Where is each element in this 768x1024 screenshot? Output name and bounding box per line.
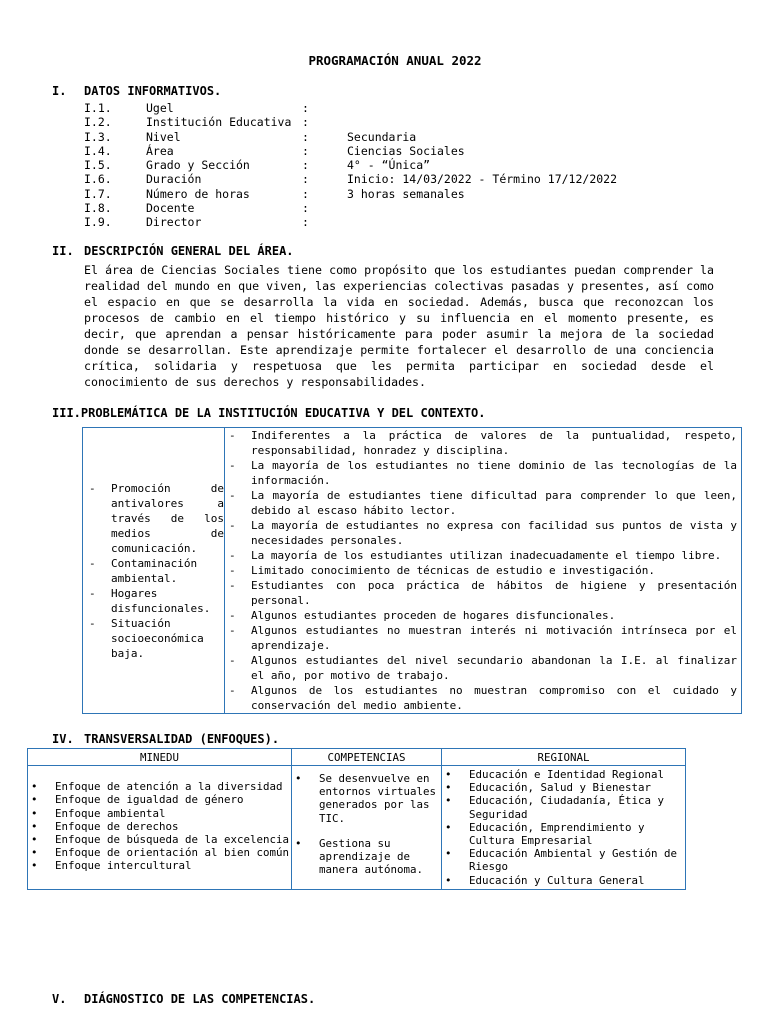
column-header-minedu: MINEDU <box>28 749 292 766</box>
info-label: Área <box>146 143 174 158</box>
info-value: Ciencias Sociales <box>347 143 465 158</box>
section-label: DATOS INFORMATIVOS. <box>84 84 222 98</box>
section-2-heading <box>52 244 294 258</box>
list-item: - Algunos estudiantes proceden de hogares disfuncionales. <box>227 608 737 623</box>
minedu-list <box>28 780 291 872</box>
column-header-competencias: COMPETENCIAS <box>292 749 442 766</box>
info-code: I.7. <box>84 186 112 201</box>
list-item: - Algunos estudiantes del nivel secundario abandonan la I.E. al finalizar el año, por motivo de trabajo. <box>227 653 737 683</box>
info-label: Nivel <box>146 129 181 144</box>
list-item: - Promoción de antivalores a través de los medios de comunicación. <box>87 481 224 556</box>
section-number: IV. <box>52 732 74 746</box>
section-number: I. <box>52 84 67 98</box>
info-label: Institución Educativa <box>146 115 292 130</box>
competencias-list <box>292 772 437 876</box>
table-header-row <box>28 749 686 766</box>
info-value: Inicio: 14/03/2022 - Término 17/12/2022 <box>347 172 618 187</box>
list-item: • Se desenvuelve en entornos virtuales generados por las TIC. <box>292 772 437 825</box>
list-item: • Educación y Cultura General <box>442 874 681 887</box>
list-item: • Enfoque de orientación al bien común <box>28 846 291 859</box>
info-separator: : <box>302 143 309 158</box>
info-code: I.2. <box>84 115 112 130</box>
transversalidad-table <box>27 748 686 890</box>
info-label: Docente <box>146 201 195 216</box>
list-item: • Educación, Salud y Bienestar <box>442 781 681 794</box>
list-item: • Educación e Identidad Regional <box>442 768 681 781</box>
area-description: El área de Ciencias Sociales tiene como propósito que los estudiantes puedan comprender la realidad del mundo en que viven, las experiencias colectivas pasadas y presentes, así como el espacio en que se desarrolla la vida en sociedad. Además, busca que reconozcan los procesos de cambio en el tiempo histórico y su influencia en el momento presente, es decir, que aprendan a pensar históricamente para poder asumir la mejora de la sociedad donde se desarrollan. Este aprendizaje permite fortalecer el desarrollo de una conciencia crítica, solidaria y respetuosa que les permita participar en sociedad desde el conocimiento de sus derechos y responsabilidades. <box>84 263 714 389</box>
info-code: I.4. <box>84 143 112 158</box>
competencias-cell <box>292 766 442 890</box>
info-code: I.5. <box>84 158 112 173</box>
info-separator: : <box>302 172 309 187</box>
info-code: I.8. <box>84 201 112 216</box>
institution-problems-list <box>227 428 737 713</box>
info-code: I.1. <box>84 101 112 115</box>
minedu-cell <box>28 766 292 890</box>
regional-cell <box>442 766 686 890</box>
list-item: - La mayoría de estudiantes no expresa con facilidad sus puntos de vista y necesidades personales. <box>227 518 737 548</box>
info-separator: : <box>302 158 309 173</box>
info-separator: : <box>302 101 309 115</box>
info-separator: : <box>302 115 309 130</box>
list-item: • Enfoque de derechos <box>28 820 291 833</box>
section-4-heading <box>52 732 279 746</box>
list-item: - La mayoría de los estudiantes utilizan inadecuadamente el tiempo libre. <box>227 548 737 563</box>
list-item: • Enfoque intercultural <box>28 859 291 872</box>
info-label: Grado y Sección <box>146 158 250 173</box>
list-item: - Estudiantes con poca práctica de hábitos de higiene y presentación personal. <box>227 578 737 608</box>
section-label: DIÁGNOSTICO DE LAS COMPETENCIAS. <box>84 992 316 1006</box>
section-number: V. <box>52 992 67 1006</box>
info-value: 3 horas semanales <box>347 186 465 201</box>
list-item: • Enfoque ambiental <box>28 807 291 820</box>
section-label: PROBLEMÁTICA DE LA INSTITUCIÓN EDUCATIVA Y DEL CONTEXTO. <box>80 406 486 420</box>
info-label: Número de horas <box>146 186 250 201</box>
info-label: Director <box>146 215 202 230</box>
list-item: • Educación, Emprendimiento y Cultura Empresarial <box>442 821 681 847</box>
info-label: Duración <box>146 172 202 187</box>
info-separator: : <box>302 186 309 201</box>
list-item: • Enfoque de búsqueda de la excelencia <box>28 833 291 846</box>
info-value: 4° - “Única” <box>347 158 431 173</box>
list-item: - Indiferentes a la práctica de valores de la puntualidad, respeto, responsabilidad, honradez y disciplina. <box>227 428 737 458</box>
info-value: Secundaria <box>347 129 417 144</box>
section-5-heading <box>52 992 315 1006</box>
institution-problems-cell <box>225 428 742 714</box>
list-item: - Limitado conocimiento de técnicas de estudio e investigación. <box>227 563 737 578</box>
table-row <box>28 766 686 890</box>
context-problems-cell <box>83 428 225 714</box>
context-problems-list <box>87 481 224 661</box>
section-label: TRANSVERSALIDAD (ENFOQUES). <box>84 732 280 746</box>
info-label: Ugel <box>146 101 174 115</box>
info-separator: : <box>302 215 309 230</box>
list-item: - Algunos de los estudiantes no muestran compromiso con el cuidado y conservación del medio ambiente. <box>227 683 737 713</box>
list-item: - Algunos estudiantes no muestran interés ni motivación intrínseca por el aprendizaje. <box>227 623 737 653</box>
list-item: • Enfoque de atención a la diversidad <box>28 780 291 793</box>
list-item: • Gestiona su aprendizaje de manera autónoma. <box>292 837 437 877</box>
column-header-regional: REGIONAL <box>442 749 686 766</box>
list-item: • Educación, Ciudadanía, Ética y Seguridad <box>442 794 681 820</box>
list-item: • Enfoque de igualdad de género <box>28 793 291 806</box>
list-item: - La mayoría de los estudiantes no tiene dominio de las tecnologías de la información. <box>227 458 737 488</box>
section-3-heading <box>52 406 485 420</box>
list-item: - La mayoría de estudiantes tiene dificultad para comprender lo que leen, debido al escaso hábito lector. <box>227 488 737 518</box>
section-number: III. <box>52 406 81 420</box>
table-row <box>83 428 742 714</box>
regional-list <box>442 768 681 887</box>
list-item: - Contaminación ambiental. <box>87 556 224 586</box>
list-item: - Hogares disfuncionales. <box>87 586 224 616</box>
section-1-heading <box>52 84 221 98</box>
document-title: PROGRAMACIÓN ANUAL 2022 <box>308 53 482 68</box>
list-item: • Educación Ambiental y Gestión de Riesgo <box>442 847 681 873</box>
info-separator: : <box>302 201 309 216</box>
list-item: - Situación socioeconómica baja. <box>87 616 224 661</box>
info-code: I.3. <box>84 129 112 144</box>
problematica-table <box>82 427 742 714</box>
info-code: I.9. <box>84 215 112 230</box>
section-label: DESCRIPCIÓN GENERAL DEL ÁREA. <box>84 244 294 258</box>
info-code: I.6. <box>84 172 112 187</box>
info-separator: : <box>302 129 309 144</box>
section-number: II. <box>52 244 74 258</box>
